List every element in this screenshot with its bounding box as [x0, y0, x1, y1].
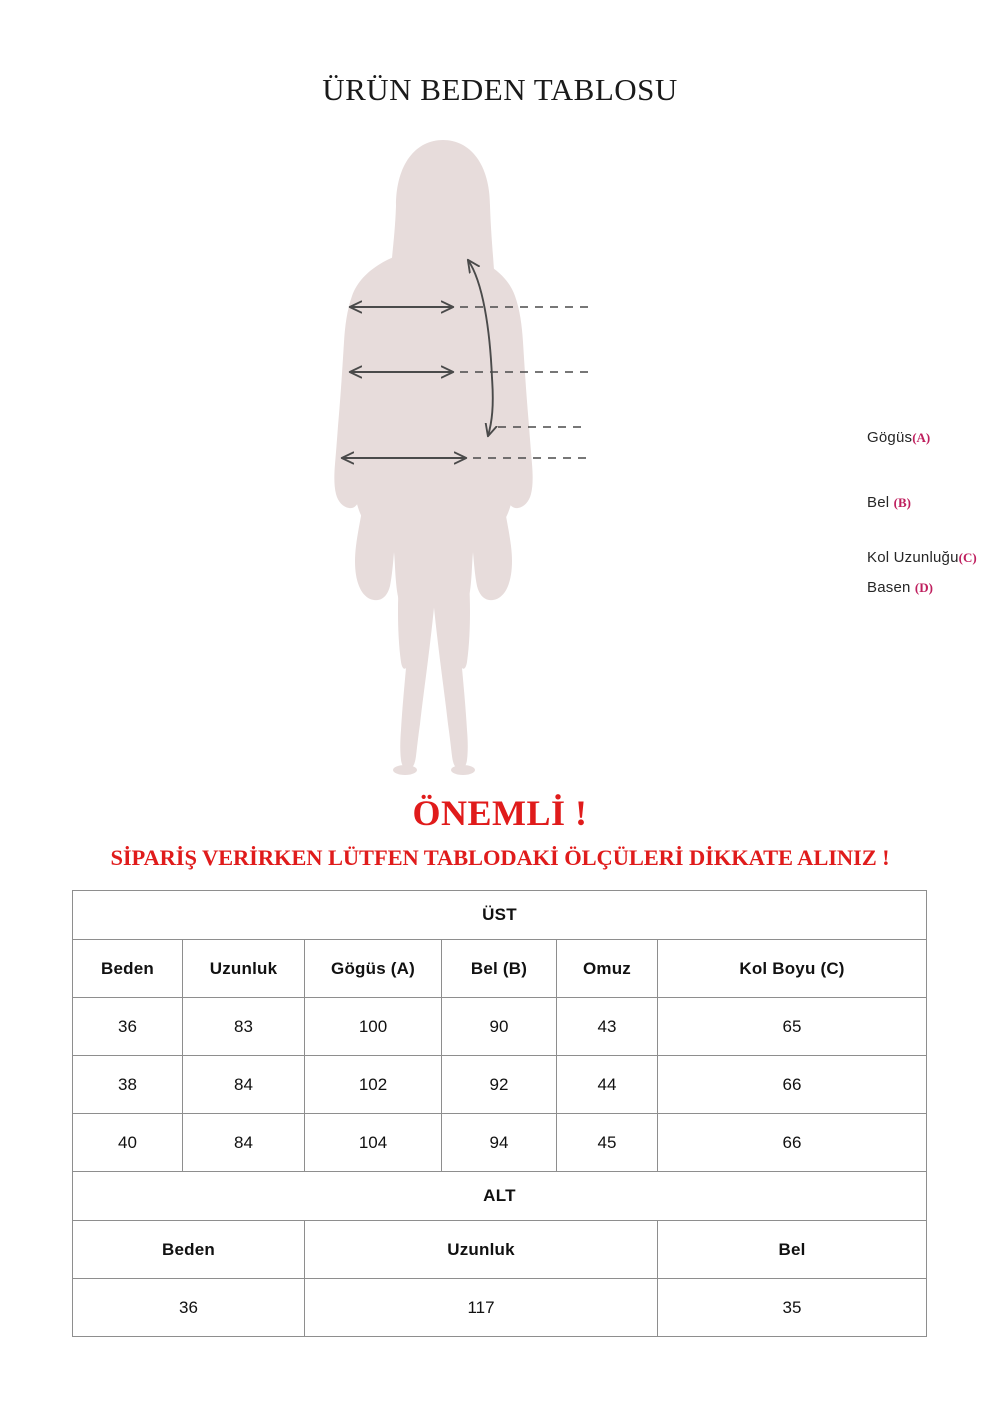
section-title-alt: ALT: [73, 1172, 927, 1221]
column-header-gogus: Gögüs (A): [305, 940, 442, 998]
measurement-label-basen-text: Basen: [867, 579, 911, 596]
column-header-omuz: Omuz: [557, 940, 658, 998]
cell-omuz: 44: [557, 1056, 658, 1114]
measurement-code-d: (D): [914, 580, 933, 595]
column-header-beden: Beden: [73, 940, 183, 998]
measurement-label-gogus: [867, 429, 930, 446]
silhouette-svg: [270, 130, 790, 780]
table-section-header-row-ust: [73, 891, 927, 940]
measurement-label-gogus-text: Gögüs: [867, 429, 913, 446]
cell-gogus: 104: [305, 1114, 442, 1172]
table-row: [73, 1114, 927, 1172]
cell-kol-boyu: 66: [658, 1056, 927, 1114]
measurement-label-bel: [867, 494, 911, 511]
table-row: [73, 1279, 927, 1337]
cell-beden: 40: [73, 1114, 183, 1172]
measurement-label-basen: [867, 579, 933, 596]
cell-gogus: 100: [305, 998, 442, 1056]
table-header-row-alt: [73, 1221, 927, 1279]
measurement-code-c: (C): [958, 550, 977, 565]
measurement-code-a: (A): [912, 430, 931, 445]
cell-beden: 36: [73, 998, 183, 1056]
cell-kol-boyu: 65: [658, 998, 927, 1056]
body-measurement-diagram: [270, 130, 977, 780]
measurement-label-kol-uzunlugu: [867, 549, 977, 566]
warning-message: SİPARİŞ VERİRKEN LÜTFEN TABLODAKİ ÖLÇÜLERİ DİKKATE ALINIZ !: [110, 845, 890, 870]
page-title: ÜRÜN BEDEN TABLOSU: [322, 72, 678, 107]
table-row: [73, 1056, 927, 1114]
section-title-ust: ÜST: [73, 891, 927, 940]
measurement-label-kol-text: Kol Uzunluğu: [867, 549, 959, 566]
cell-beden: 38: [73, 1056, 183, 1114]
cell-kol-boyu: 66: [658, 1114, 927, 1172]
cell-bel: 94: [442, 1114, 557, 1172]
cell-bel: 90: [442, 998, 557, 1056]
measurement-code-b: (B): [893, 495, 911, 510]
cell-gogus: 102: [305, 1056, 442, 1114]
cell-uzunluk: 83: [183, 998, 305, 1056]
size-chart-table: [72, 890, 927, 1337]
cell-uzunluk: 84: [183, 1056, 305, 1114]
cell-bel: 92: [442, 1056, 557, 1114]
column-header-kol-boyu: Kol Boyu (C): [658, 940, 927, 998]
table-row: [73, 998, 927, 1056]
column-header-alt-bel: Bel: [658, 1221, 927, 1279]
cell-alt-bel: 35: [658, 1279, 927, 1337]
column-header-alt-beden: Beden: [73, 1221, 305, 1279]
cell-omuz: 45: [557, 1114, 658, 1172]
table-header-row-ust: [73, 940, 927, 998]
cell-alt-uzunluk: 117: [305, 1279, 658, 1337]
column-header-uzunluk: Uzunluk: [183, 940, 305, 998]
measurement-label-bel-text: Bel: [867, 494, 890, 511]
column-header-alt-uzunluk: Uzunluk: [305, 1221, 658, 1279]
table-section-header-row-alt: [73, 1172, 927, 1221]
warning-headline: ÖNEMLİ !: [412, 793, 588, 833]
cell-omuz: 43: [557, 998, 658, 1056]
column-header-bel: Bel (B): [442, 940, 557, 998]
cell-alt-beden: 36: [73, 1279, 305, 1337]
cell-uzunluk: 84: [183, 1114, 305, 1172]
